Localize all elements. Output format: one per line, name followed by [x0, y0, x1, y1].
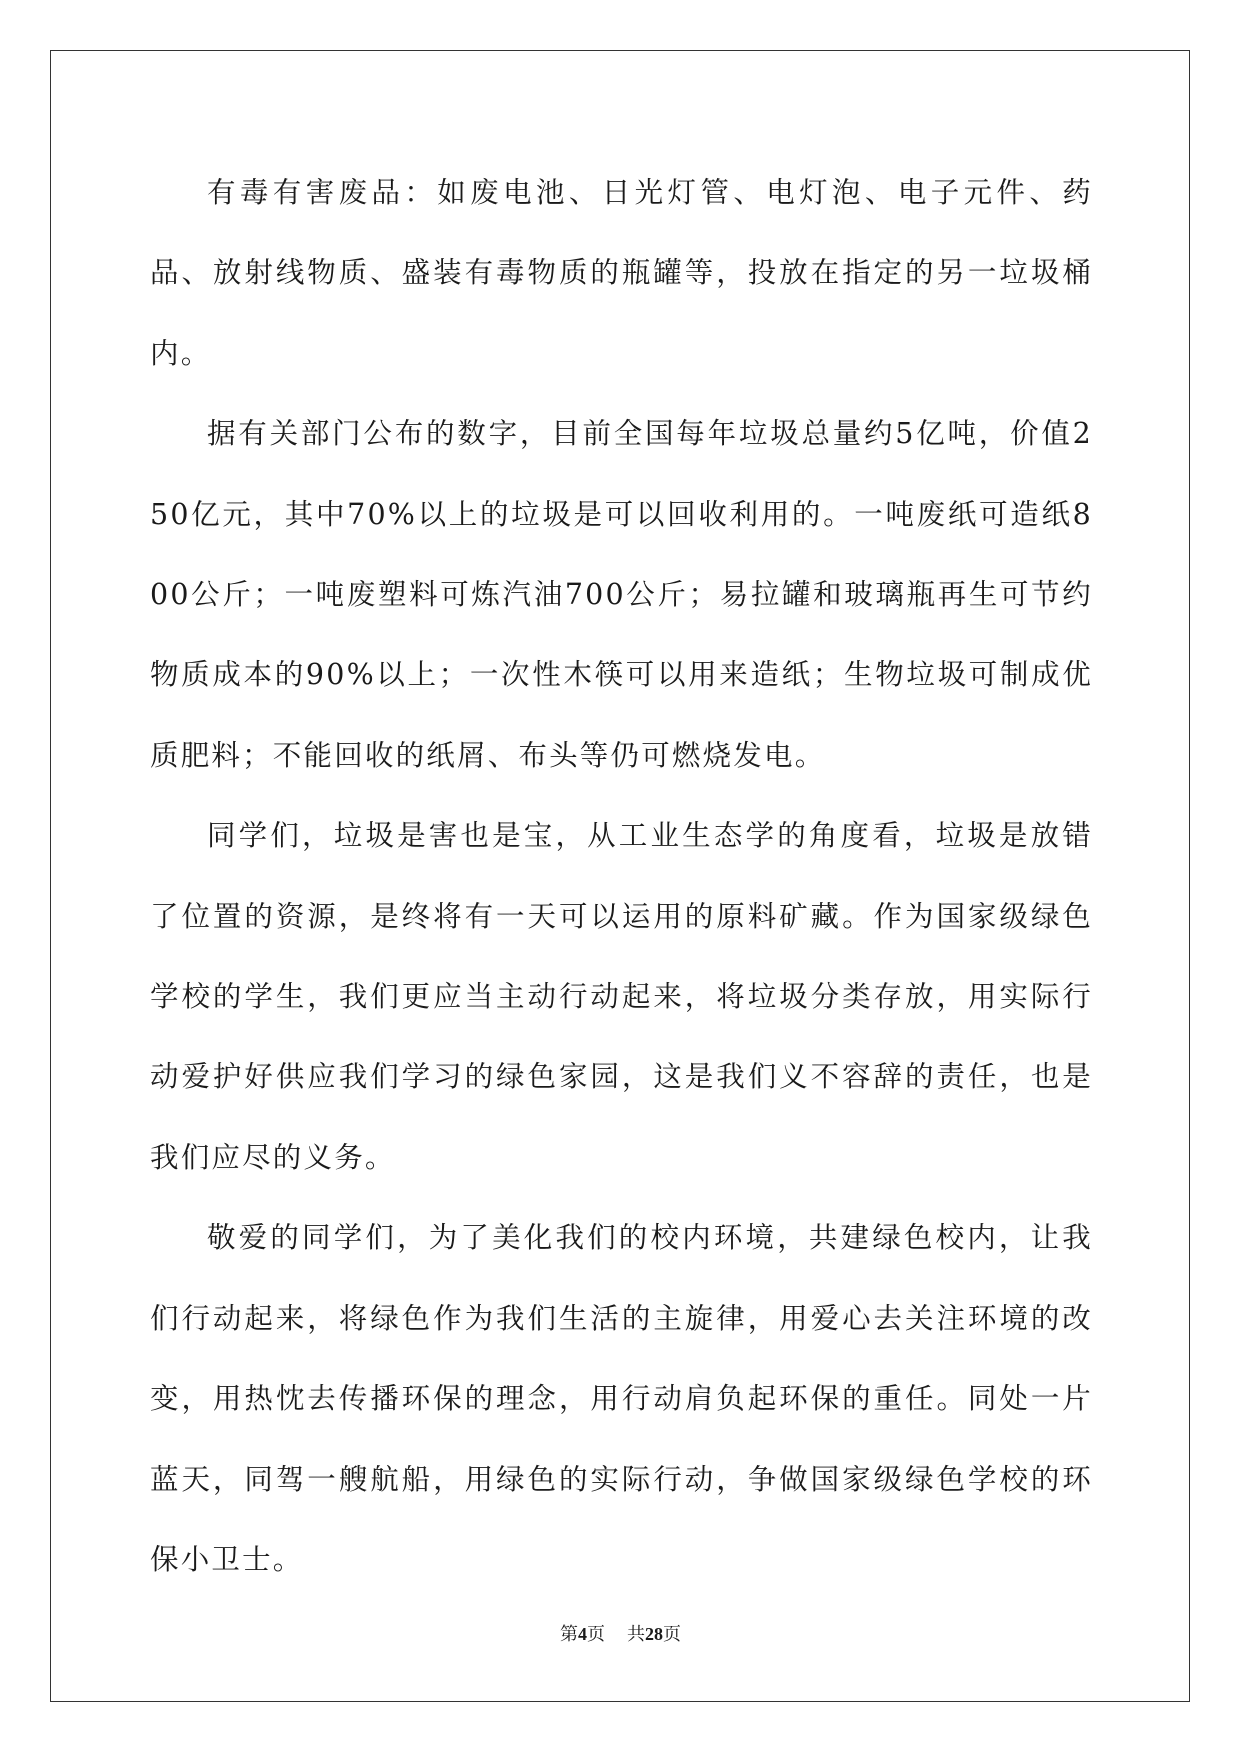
footer-page-current: 4 [578, 1624, 587, 1644]
footer-page-total: 28 [645, 1624, 663, 1644]
paragraph-call-to-action: 敬爱的同学们，为了美化我们的校内环境，共建绿色校内，让我们行动起来，将绿色作为我们生活的主旋律，用爱心去关注环境的改变，用热忱去传播环保的理念，用行动肩负起环保的重任。同处一片蓝天，同驾一艘航船，用绿色的实际行动，争做国家级绿色学校的环保小卫士。 [150, 1221, 1093, 1576]
paragraph-statistics: 据有关部门公布的数字，目前全国每年垃圾总量约5亿吨，价值250亿元，其中70%以上的垃圾是可以回收利用的。一吨废纸可造纸800公斤；一吨废塑料可炼汽油700公斤；易拉罐和玻璃瓶再生可节约物质成本的90%以上；一次性木筷可以用来造纸；生物垃圾可制成优质肥料；不能回收的纸屑、布头等仍可燃烧发电。 [150, 417, 1093, 772]
footer-total-prefix: 共 [627, 1624, 645, 1645]
footer-page-suffix: 页 [587, 1624, 605, 1645]
page-footer [0, 1620, 1241, 1646]
paragraph-students: 同学们，垃圾是害也是宝，从工业生态学的角度看，垃圾是放错了位置的资源，是终将有一天可以运用的原料矿藏。作为国家级绿色学校的学生，我们更应当主动行动起来，将垃圾分类存放，用实际行动爱护好供应我们学习的绿色家园，这是我们义不容辞的责任，也是我们应尽的义务。 [150, 819, 1093, 1174]
paragraph-hazardous-waste: 有毒有害废品：如废电池、日光灯管、电灯泡、电子元件、药品、放射线物质、盛装有毒物质的瓶罐等，投放在指定的另一垃圾桶内。 [150, 176, 1093, 370]
footer-page-prefix: 第 [560, 1624, 578, 1645]
footer-total-suffix: 页 [663, 1624, 681, 1645]
document-body [150, 153, 1093, 1600]
